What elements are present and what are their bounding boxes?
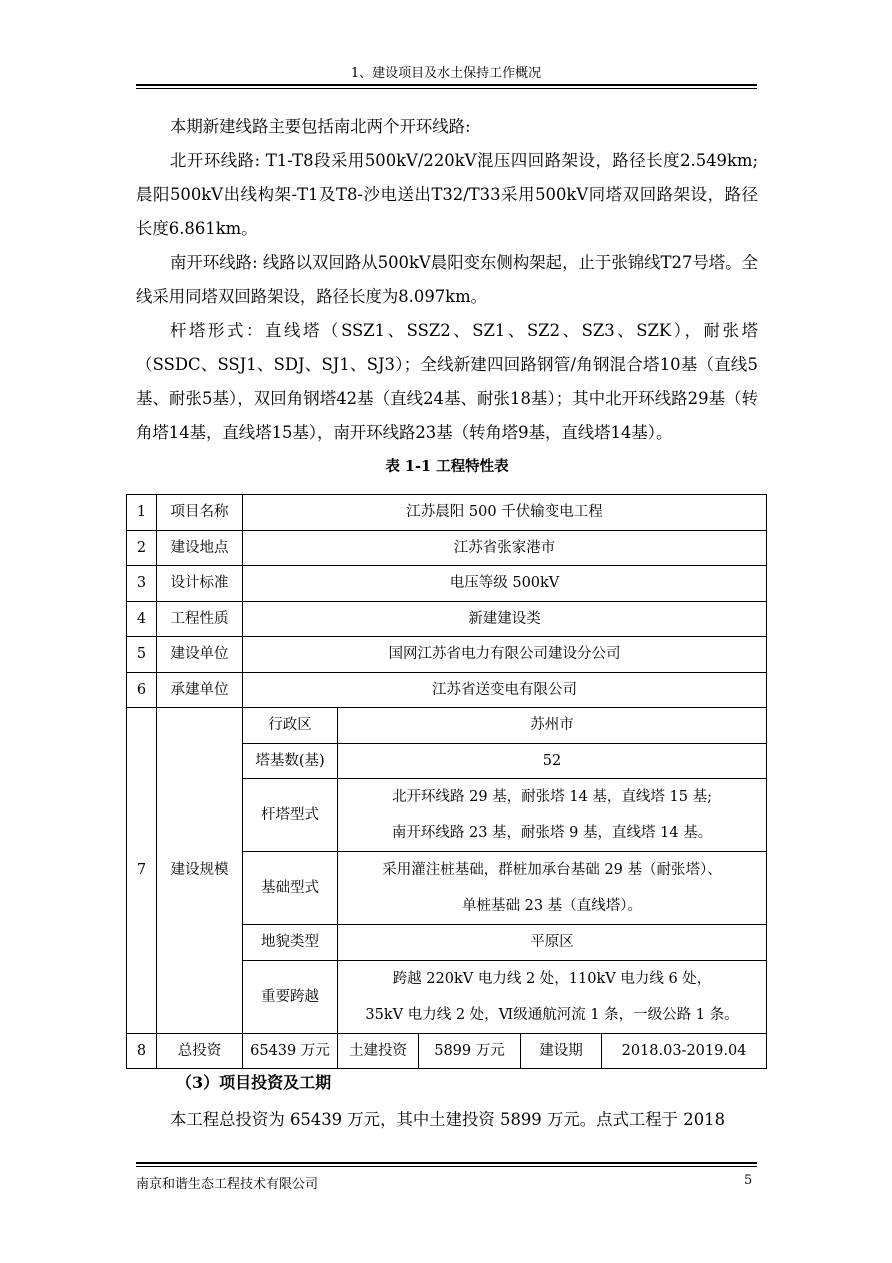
sub-label: 基础型式 — [243, 852, 338, 925]
row-label: 建设单位 — [157, 637, 243, 673]
civil-investment-label: 土建投资 — [338, 1033, 419, 1069]
row-value: 国网江苏省电力有限公司建设分公司 — [243, 637, 767, 673]
sub-value-line: 北开环线路 29 基，耐张塔 14 基，直线塔 15 基; — [392, 789, 712, 805]
sub-value: 52 — [338, 743, 767, 779]
page-number: 5 — [744, 1173, 753, 1188]
sub-value: 苏州市 — [338, 708, 767, 744]
sub-value: 平原区 — [338, 925, 767, 961]
header-rule-thin — [136, 88, 757, 89]
row-label: 建设规模 — [157, 708, 243, 1034]
table-row — [127, 708, 767, 744]
row-label: 设计标准 — [157, 566, 243, 602]
row-number: 5 — [127, 637, 157, 673]
row-value: 新建建设类 — [243, 601, 767, 637]
table-row — [127, 601, 767, 637]
paragraph-investment: 本工程总投资为 65439 万元，其中土建投资 5899 万元。点式工程于 2018 — [170, 1110, 725, 1129]
row-label: 承建单位 — [157, 672, 243, 708]
row-value: 江苏省张家港市 — [243, 530, 767, 566]
table-row — [127, 672, 767, 708]
sub-value-line: 单桩基础 23 基（直线塔）。 — [462, 898, 642, 914]
sub-label: 塔基数(基) — [243, 743, 338, 779]
body-text — [136, 110, 758, 480]
header-rule — [136, 84, 757, 86]
row-number: 6 — [127, 672, 157, 708]
total-investment: 65439 万元 — [243, 1033, 338, 1069]
row-value: 电压等级 500kV — [243, 566, 767, 602]
row-number: 1 — [127, 495, 157, 531]
sub-value — [338, 960, 767, 1033]
footer-rule-thin — [136, 1166, 757, 1167]
row-number: 8 — [127, 1033, 157, 1069]
sub-value-line: 采用灌注桩基础，群桩加承台基础 29 基（耐张塔）、 — [382, 862, 722, 878]
table-caption: 表 1-1 工程特性表 — [385, 458, 509, 475]
table-row — [127, 1033, 767, 1069]
row-number: 7 — [127, 708, 157, 1034]
table-row — [127, 637, 767, 673]
footer-company: 南京和谐生态工程技术有限公司 — [136, 1177, 319, 1192]
construction-period-label: 建设期 — [521, 1033, 602, 1069]
row-number: 3 — [127, 566, 157, 602]
section-heading: （3）项目投资及工期 — [176, 1073, 332, 1092]
table-row — [127, 566, 767, 602]
sub-label: 杆塔型式 — [243, 779, 338, 852]
table-row — [127, 495, 767, 531]
sub-value-line: 35kV 电力线 2 处，Ⅵ级通航河流 1 条，一级公路 1 条。 — [365, 1006, 739, 1023]
table-row — [127, 530, 767, 566]
project-characteristics-table — [126, 494, 767, 1069]
paragraph-south-loop: 南开环线路: 线路以双回路从500kV晨阳变东侧构架起，止于张锦线T27号塔。全线采用同塔双回路架设，路径长度为8.097km。 — [136, 253, 758, 306]
sub-value-line: 南开环线路 23 基，耐张塔 9 基，直线塔 14 基。 — [391, 825, 713, 841]
row-number: 4 — [127, 601, 157, 637]
sub-label: 行政区 — [243, 708, 338, 744]
sub-label: 重要跨越 — [243, 960, 338, 1033]
sub-value-line: 跨越 220kV 电力线 2 处，110kV 电力线 6 处， — [392, 970, 712, 987]
row-label: 总投资 — [157, 1033, 243, 1069]
row-value: 江苏晨阳 500 千伏输变电工程 — [243, 495, 767, 531]
footer-rule — [136, 1162, 757, 1164]
construction-period: 2018.03-2019.04 — [602, 1033, 767, 1069]
row-value: 江苏省送变电有限公司 — [243, 672, 767, 708]
row-label: 建设地点 — [157, 530, 243, 566]
paragraph-intro: 本期新建线路主要包括南北两个开环线路: — [170, 117, 471, 136]
running-header: 1、建设项目及水土保持工作概况 — [350, 66, 542, 81]
row-label: 工程性质 — [157, 601, 243, 637]
paragraph-tower-types: 杆塔形式：直线塔（SSZ1、SSZ2、SZ1、SZ2、SZ3、SZK），耐张塔（SSDC、SSJ1、SDJ、SJ1、SJ3）；全线新建四回路钢管/角钢混合塔10基（直线5基、耐张5基），双回角钢塔42基（直线24基、耐张18基）；其中北开环线路29基（转角塔14基，直线塔15基），南开环线路23基（转角塔9基，直线塔14基）。 — [136, 321, 758, 442]
sub-value — [338, 779, 767, 852]
row-number: 2 — [127, 530, 157, 566]
civil-investment: 5899 万元 — [419, 1033, 521, 1069]
paragraph-north-loop: 北开环线路: T1-T8段采用500kV/220kV混压四回路架设，路径长度2.549km; 晨阳500kV出线构架-T1及T8-沙电送出T32/T33采用500kV同塔双回路架设，路径长度6.861km。 — [136, 151, 758, 238]
sub-value — [338, 852, 767, 925]
sub-label: 地貌类型 — [243, 925, 338, 961]
row-label: 项目名称 — [157, 495, 243, 531]
